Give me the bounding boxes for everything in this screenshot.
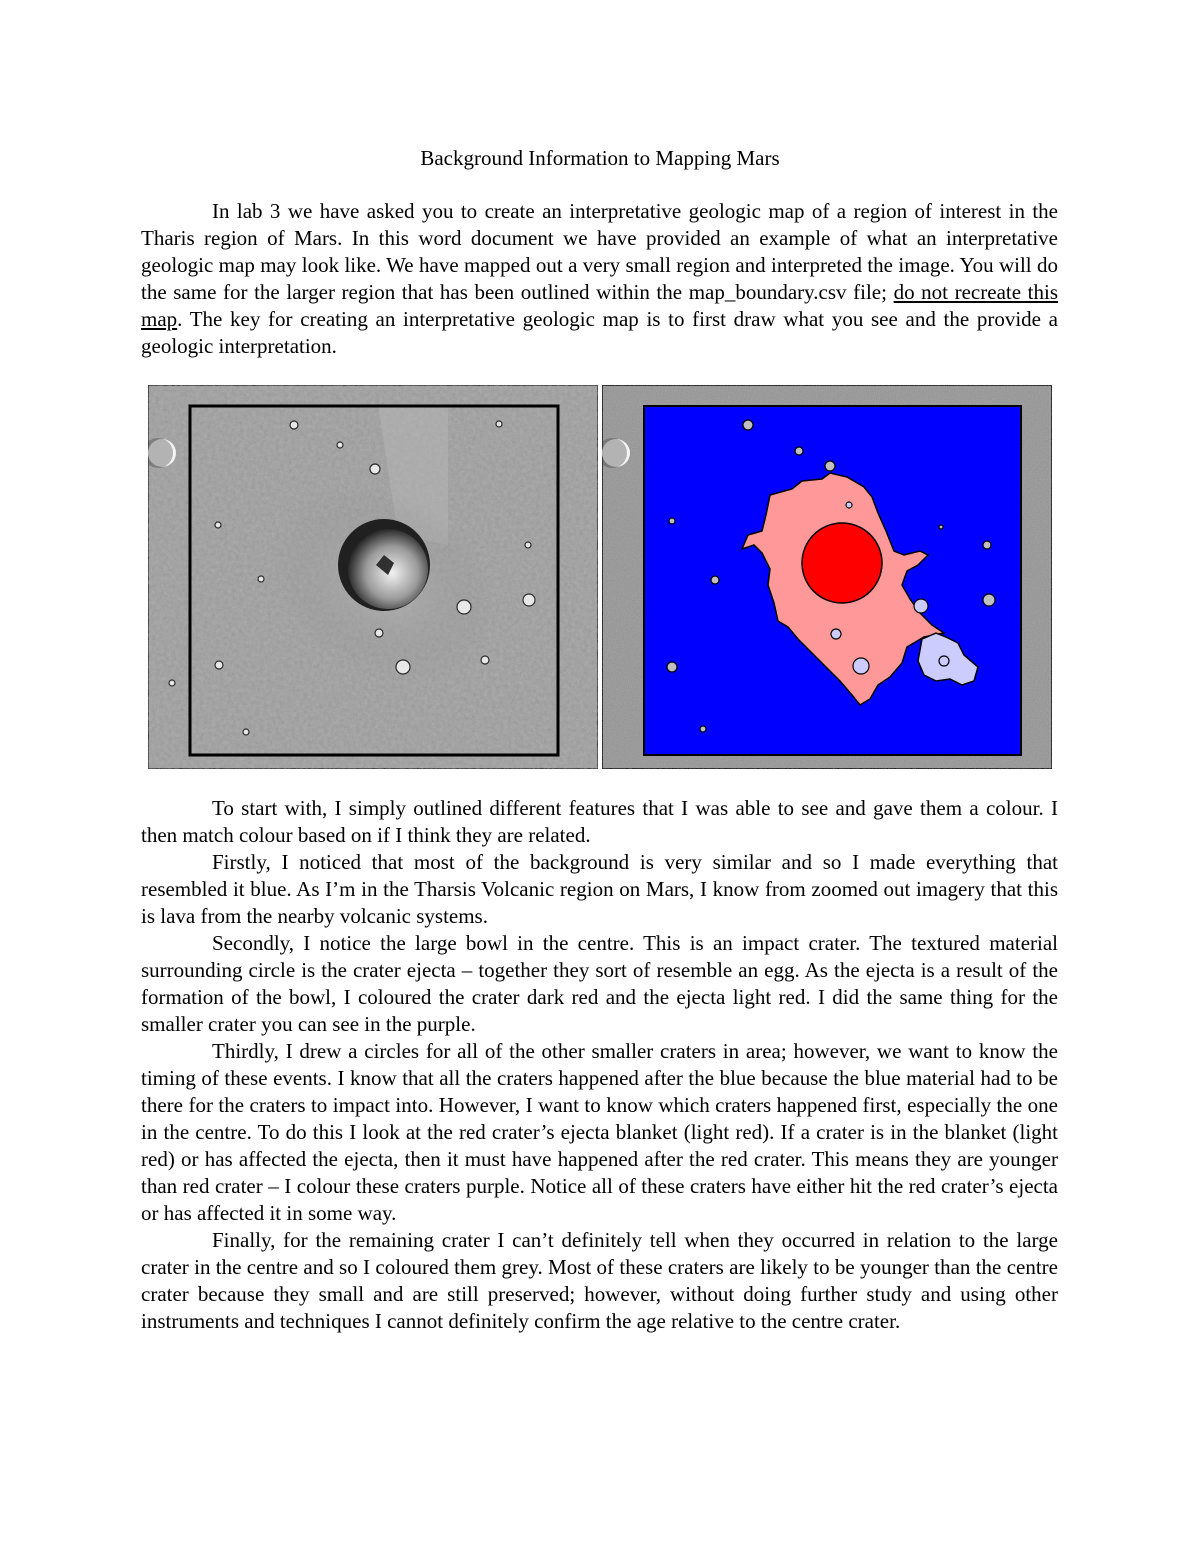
paragraph-start: To start with, I simply outlined different features that I was able to see and gave them a colour. I then match colour based on if I think they are related. <box>141 796 1058 847</box>
intro-text-part2: . The key for creating an interpretative geologic map is to first draw what you see and the provide a geologic interpretation. <box>141 307 1058 358</box>
paragraph-thirdly: Thirdly, I drew a circles for all of the other smaller craters in area; however, we want to know the timing of these events. I know that all the craters happened after the blue because the blue material had to be there for the craters to impact into. However, I want to know which craters happened first, especially the one in the centre. To do this I look at the red crater’s ejecta blanket (light red). If a crater is in the blanket (light red) or has affected the ejecta, then it must have happened after the red crater. This means they are younger than red crater – I colour these craters purple. Notice all of these craters have either hit the red crater’s ejecta or has affected it in some way. <box>141 1039 1058 1225</box>
interpreted-geologic-map <box>602 385 1052 769</box>
paragraph-firstly: Firstly, I noticed that most of the background is very similar and so I made everything that resembled it blue. As I’m in the Tharsis Volcanic region on Mars, I know from zoomed out imagery that this is lava from the nearby volcanic systems. <box>141 850 1058 928</box>
paragraph-secondly: Secondly, I notice the large bowl in the centre. This is an impact crater. The textured material surrounding circle is the crater ejecta – together they sort of resemble an egg. As the ejecta is a result of the formation of the bowl, I coloured the crater dark red and the ejecta light red. I did the same thing for the smaller crater you can see in the purple. <box>141 931 1058 1036</box>
paragraph-finally: Finally, for the remaining crater I can’t definitely tell when they occurred in relation to the large crater in the centre and so I coloured them grey. Most of these craters are likely to be younger than the centre crater because they small and are still preserved; however, without doing further study and using other instruments and techniques I cannot definitely confirm the age relative to the centre crater. <box>141 1228 1058 1333</box>
body-text <box>141 795 1058 1335</box>
intro-paragraph <box>141 198 1058 360</box>
grayscale-crater-image <box>148 385 598 769</box>
document-title: Background Information to Mapping Mars <box>420 146 780 170</box>
crater-figure <box>148 385 1052 769</box>
intro-text-part1: In lab 3 we have asked you to create an interpretative geologic map of a region of interest in the Tharis region of Mars. In this word document we have provided an example of what an interpretative geologic map may look like. We have mapped out a very small region and interpreted the image. You will do the same for the larger region that has been outlined within the map_boundary.csv file; <box>141 199 1058 304</box>
main-crater-dark-red <box>802 523 882 603</box>
intro-underlined-text: do not recreate this map <box>141 280 1058 331</box>
